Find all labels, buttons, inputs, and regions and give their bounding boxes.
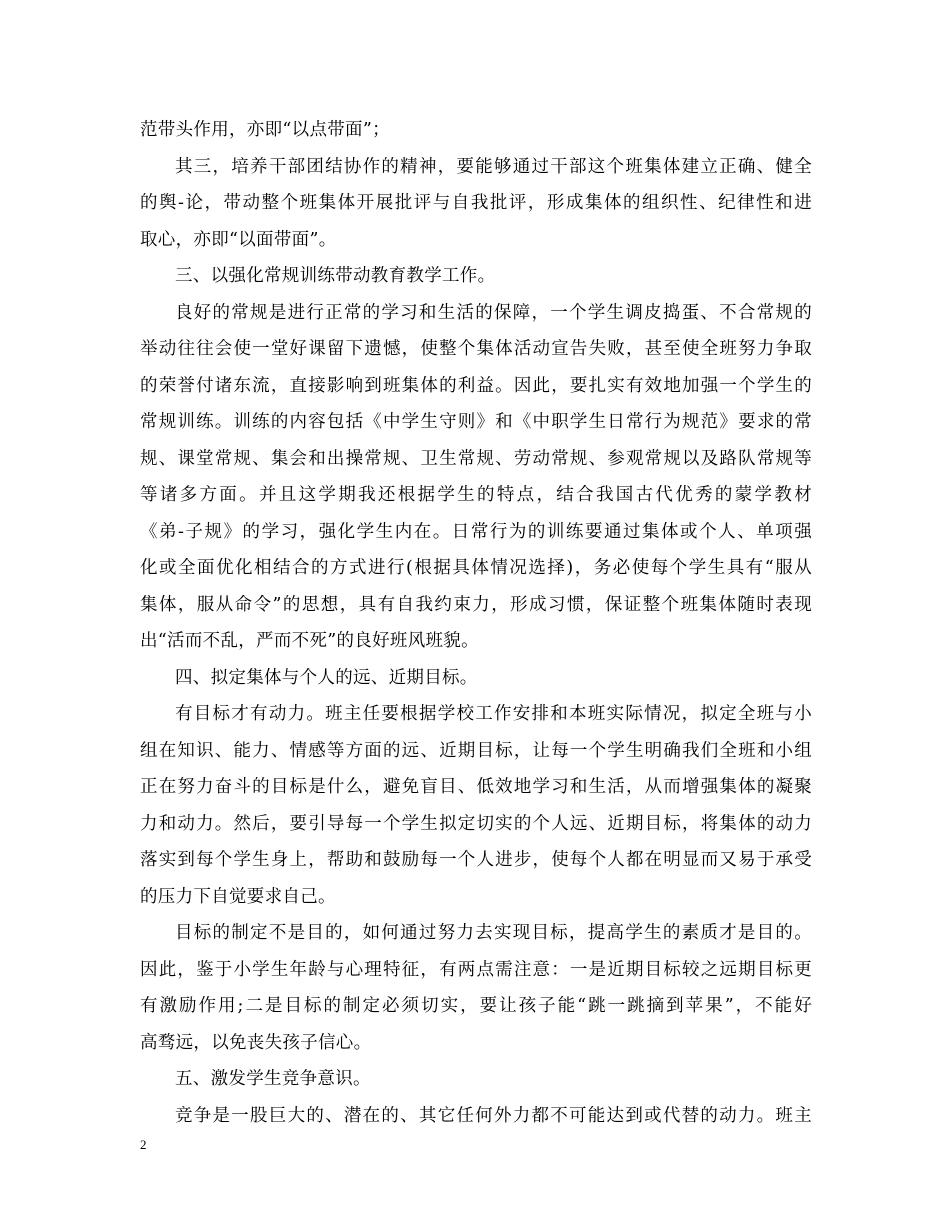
text-line: 的舆-论，带动整个班集体开展批评与自我批评，形成集体的组织性、纪律性和进 [140,193,812,213]
text-line: 有激励作用;二是目标的制定必须切实，要让孩子能“跳一跳摘到苹果”，不能好 [140,996,812,1016]
text-line: 规、课堂常规、集会和出操常规、卫生常规、劳动常规、参观常规以及路队常规等 [140,448,812,469]
text-line: 集体，服从命令”的思想，具有自我约束力，形成习惯，保证整个班集体随时表现 [140,594,812,615]
text-line: 五、激发学生竞争意识。 [175,1069,371,1089]
text-line: 正在努力奋斗的目标是什么，避免盲目、低效地学习和生活，从而增强集体的凝聚 [140,777,812,797]
text-line: 《弟-子规》的学习，强化学生内在。日常行为的训练要通过集体或个人、单项强 [140,521,812,542]
text-line: 力和动力。然后，要引导每一个学生拟定切实的个人远、近期目标，将集体的动力 [140,813,812,834]
text-line: 竞争是一股巨大的、潜在的、其它任何外力都不可能达到或代替的动力。班主 [175,1105,812,1126]
text-line: 良好的常规是进行正常的学习和生活的保障，一个学生调皮捣蛋、不合常规的 [175,302,812,323]
text-line: 高骛远，以免丧失孩子信心。 [140,1032,372,1053]
document-body [140,112,812,1134]
text-line: 的荣誉付诸东流，直接影响到班集体的利益。因此，要扎实有效地加强一个学生的 [140,375,812,396]
page-number: 2 [140,1137,147,1152]
text-line: 的压力下自觉要求自己。 [140,886,336,907]
text-line: 因此，鉴于小学生年龄与心理特征，有两点需注意：一是近期目标较之远期目标更 [140,959,812,980]
text-line: 举动往往会使一堂好课留下遗憾，使整个集体活动宣告失败，甚至使全班努力争取 [140,339,812,359]
text-line: 三、以强化常规训练带动教育教学工作。 [175,266,496,286]
text-line: 有目标才有动力。班主任要根据学校工作安排和本班实际情况，拟定全班与小 [175,704,812,724]
text-line: 四、拟定集体与个人的远、近期目标。 [175,667,478,688]
text-line: 常规训练。训练的内容包括《中学生守则》和《中职学生日常行为规范》要求的常 [140,412,812,432]
text-line: 落实到每个学生身上，帮助和鼓励每一个人进步，使每个人都在明显而又易于承受 [140,850,812,870]
text-line: 取心，亦即“以面带面”。 [140,229,337,250]
text-line: 等诸多方面。并且这学期我还根据学生的特点，结合我国古代优秀的蒙学教材 [140,485,812,505]
text-line: 化或全面优化相结合的方式进行(根据具体情况选择)，务必使每个学生具有“服从 [140,558,812,578]
text-line: 范带头作用，亦即“以点带面”； [140,120,390,140]
text-line: 出“活而不乱，严而不死”的良好班风班貌。 [140,631,479,651]
text-line: 其三，培养干部团结协作的精神，要能够通过干部这个班集体建立正确、健全 [175,156,812,177]
text-line: 目标的制定不是目的，如何通过努力去实现目标，提高学生的素质才是目的。 [175,923,812,943]
text-line: 组在知识、能力、情感等方面的远、近期目标，让每一个学生明确我们全班和小组 [140,740,812,761]
